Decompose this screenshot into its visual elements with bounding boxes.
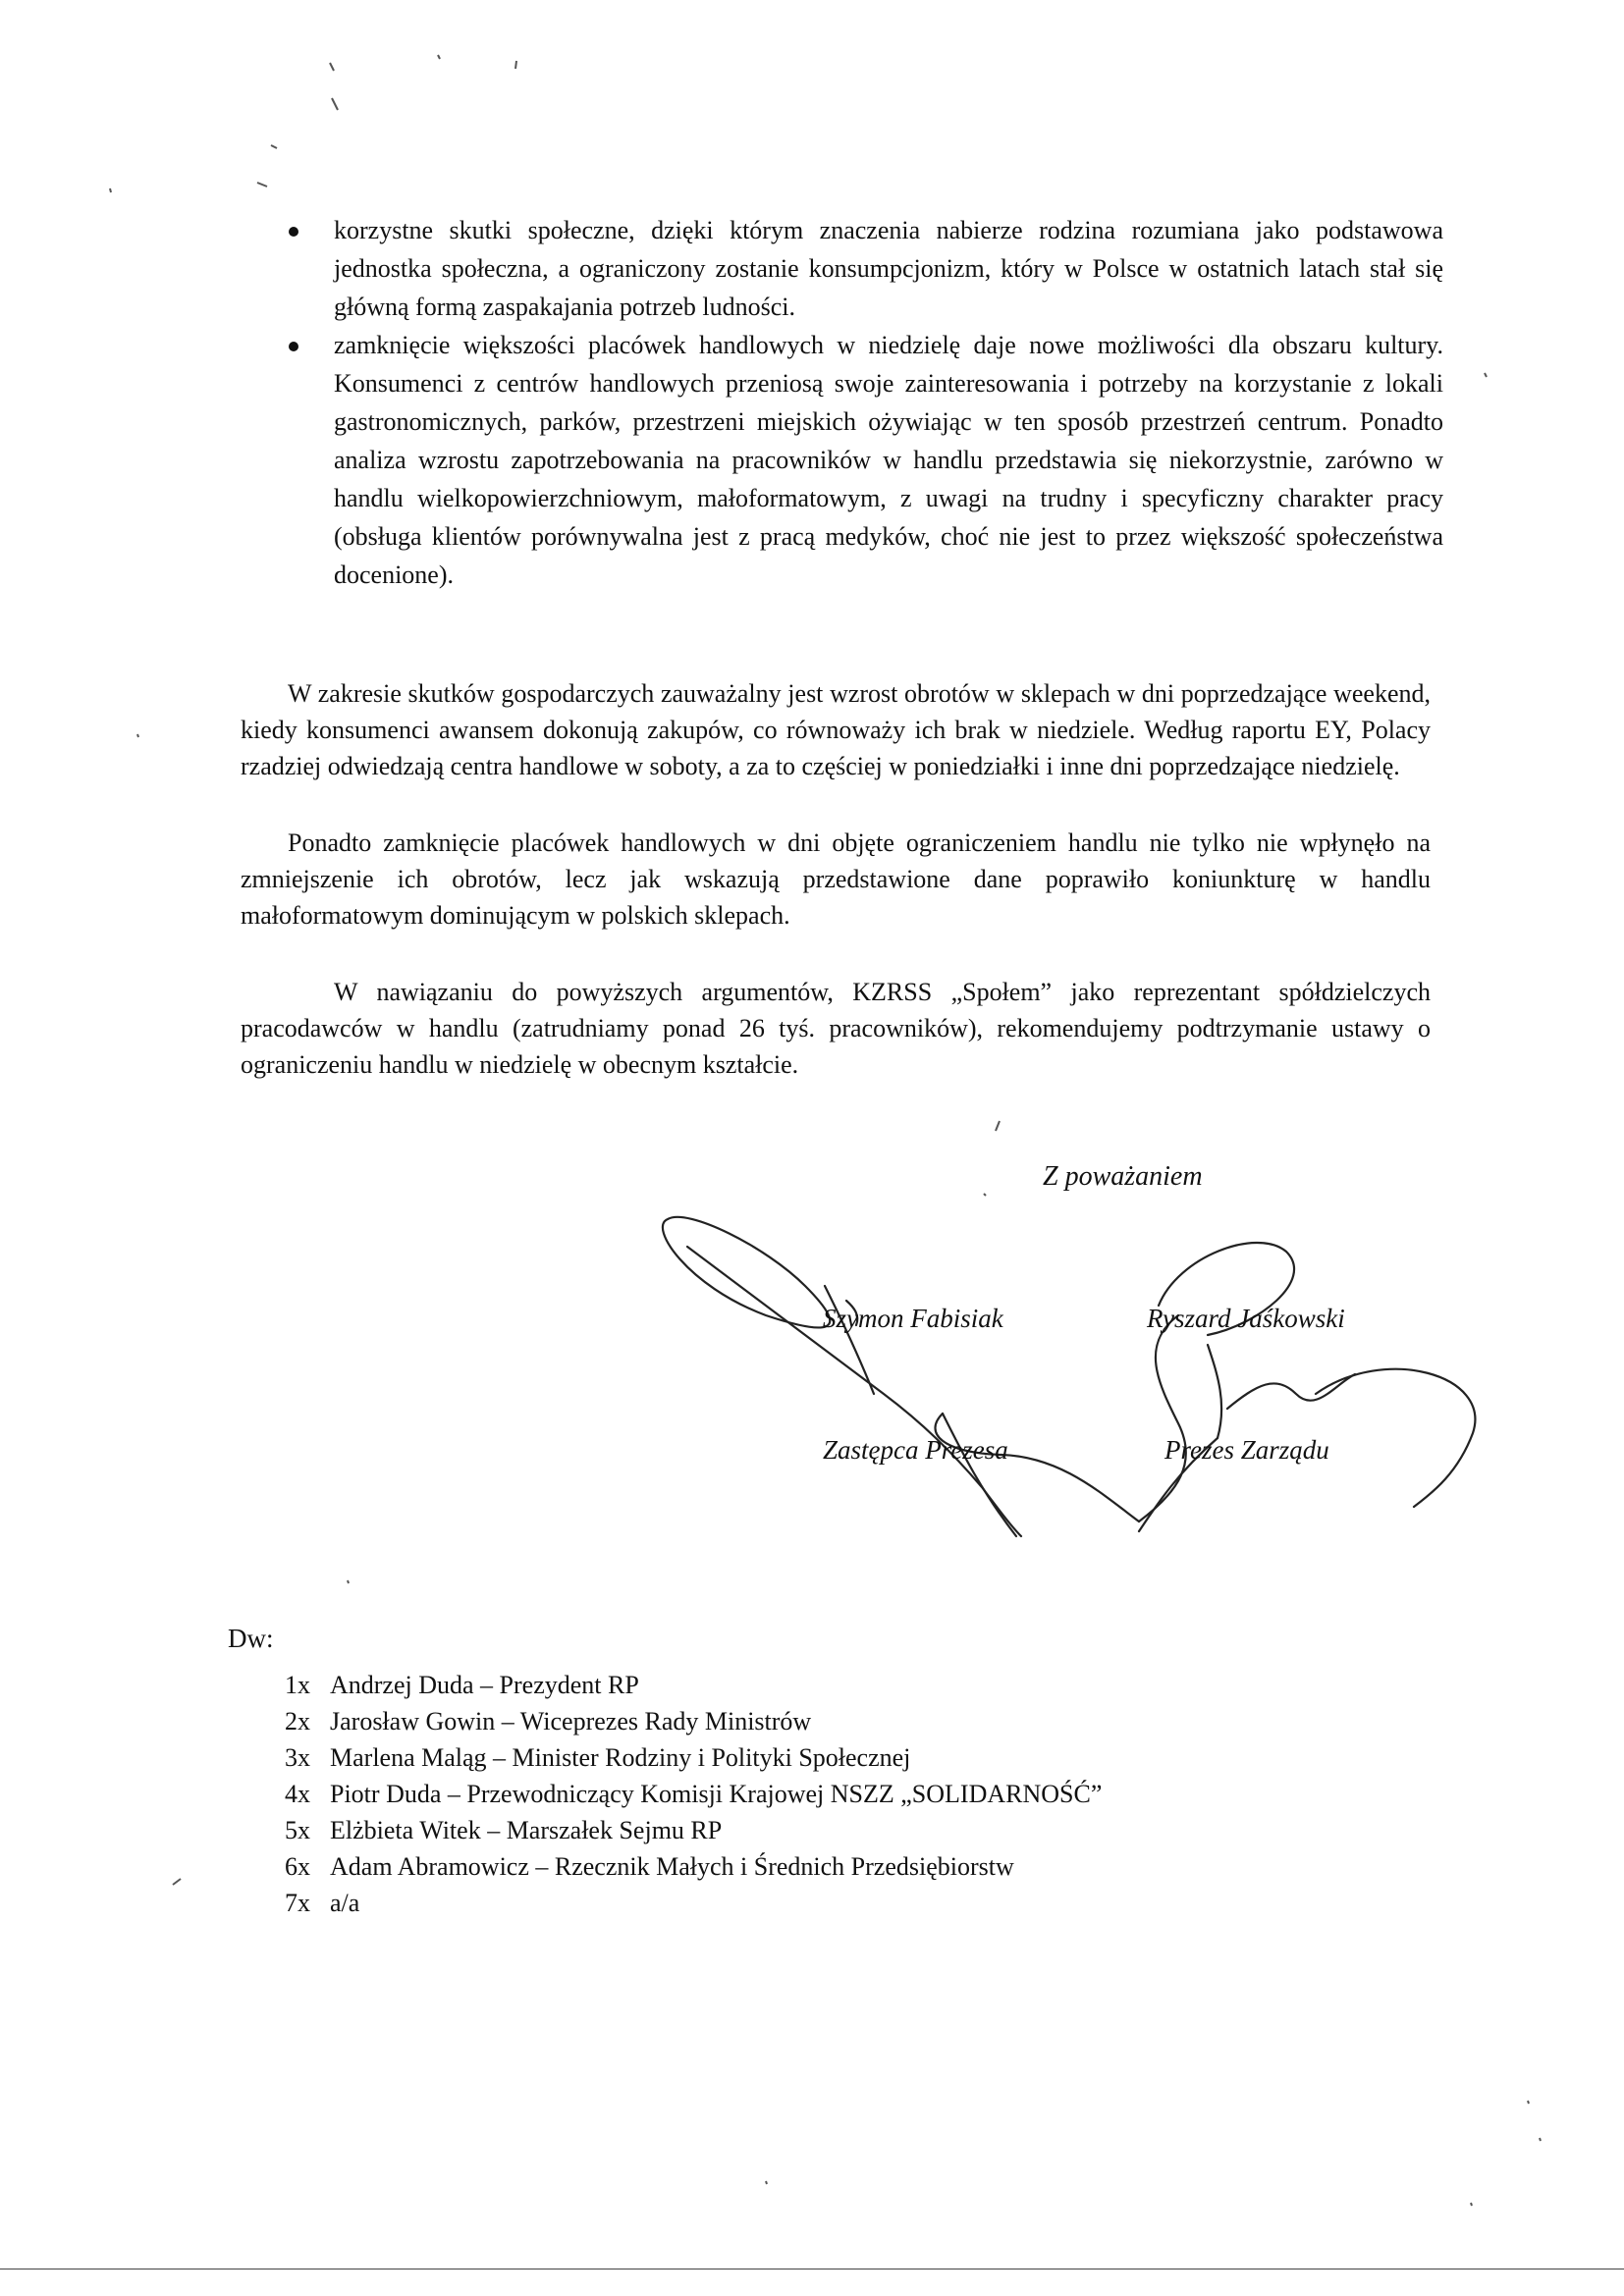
copy-count: 4x bbox=[285, 1780, 310, 1808]
signatory-2-name: Ryszard Jaśkowski bbox=[1147, 1304, 1345, 1333]
paragraph-turnover: Ponadto zamknięcie placówek handlowych w dni objęte ograniczeniem handlu nie tylko nie wpłynęło na zmniejszenie ich obrotów, lecz jak wskazują przedstawione dane poprawiło koniunkturę w handlu małoformatowym dominującym w polskich sklepach. bbox=[241, 828, 1431, 930]
distribution-list bbox=[285, 1667, 1102, 1921]
copy-count: 5x bbox=[285, 1816, 310, 1844]
signatory-1-role: Zastępca Prezesa bbox=[823, 1435, 1008, 1465]
recipient: Jarosław Gowin – Wiceprezes Rady Ministrów bbox=[330, 1707, 812, 1735]
copy-count: 3x bbox=[285, 1743, 310, 1772]
copy-count: 7x bbox=[285, 1889, 310, 1917]
recipient: Adam Abramowicz – Rzecznik Małych i Średnich Przedsiębiorstw bbox=[330, 1852, 1014, 1881]
signatory-1-name: Szymon Fabisiak bbox=[823, 1304, 1003, 1333]
handwritten-signatures bbox=[628, 1198, 1492, 1551]
list-item-text: zamknięcie większości placówek handlowych w niedzielę daje nowe możliwości dla obszaru kultury. Konsumenci z centrów handlowych przeniosą swoje zainteresowania i potrzeby na korzystanie z lokali gastronomicznych, parków, przestrzeni miejskich ożywiając w ten sposób przestrzeń centrum. Ponadto analiza wzrostu zapotrzebowania na pracowników w handlu przedstawia się niekorzystnie, zarówno w handlu wielkopowierzchniowym, małoformatowym, z uwagi na trudny i specyficzny charakter pracy (obsługa klientów porównywalna jest z pracą medyków, choć nie jest to przez większość społeczeństwa docenione). bbox=[334, 331, 1443, 589]
list-item bbox=[285, 1812, 1102, 1848]
list-item bbox=[285, 1848, 1102, 1885]
list-item bbox=[285, 326, 1443, 594]
list-item bbox=[285, 1776, 1102, 1812]
paragraph-economic-effects: W zakresie skutków gospodarczych zauważalny jest wzrost obrotów w sklepach w dni poprzedzające weekend, kiedy konsumenci awansem dokonują zakupów, co równoważy ich brak w niedziele. Według raportu EY, Polacy rzadziej odwiedzają centra handlowe w soboty, a za to częściej w poniedziałki i inne dni poprzedzające niedzielę. bbox=[241, 679, 1431, 780]
recipient: Elżbieta Witek – Marszałek Sejmu RP bbox=[330, 1816, 723, 1844]
benefits-list bbox=[285, 211, 1443, 594]
copy-count: 2x bbox=[285, 1707, 310, 1735]
recipient: a/a bbox=[330, 1889, 360, 1917]
paragraph-recommendation: W nawiązaniu do powyższych argumentów, KZRSS „Społem” jako reprezentant spółdzielczych pracodawców w handlu (zatrudniamy ponad 26 tyś. pracowników), rekomendujemy podtrzymanie ustawy o ograniczeniu handlu w niedzielę w obecnym kształcie. bbox=[241, 978, 1431, 1079]
recipient: Marlena Maląg – Minister Rodziny i Polityki Społecznej bbox=[330, 1743, 911, 1772]
list-item bbox=[285, 1885, 1102, 1921]
copy-count: 1x bbox=[285, 1671, 310, 1699]
list-item bbox=[285, 211, 1443, 326]
closing-salutation: Z poważaniem bbox=[1043, 1161, 1203, 1192]
bullet-icon bbox=[289, 227, 298, 237]
list-item bbox=[285, 1703, 1102, 1739]
signatory-2-role: Prezes Zarządu bbox=[1164, 1435, 1329, 1465]
distribution-label: Dw: bbox=[228, 1624, 274, 1653]
recipient: Andrzej Duda – Prezydent RP bbox=[330, 1671, 639, 1699]
list-item bbox=[285, 1739, 1102, 1776]
list-item-text: korzystne skutki społeczne, dzięki którym znaczenia nabierze rodzina rozumiana jako podstawowa jednostka społeczna, a ograniczony zostanie konsumpcjonizm, który w Polsce w ostatnich latach stał się główną formą zaspakajania potrzeb ludności. bbox=[334, 216, 1443, 321]
list-item bbox=[285, 1667, 1102, 1703]
recipient: Piotr Duda – Przewodniczący Komisji Krajowej NSZZ „SOLIDARNOŚĆ” bbox=[330, 1780, 1103, 1808]
bullet-icon bbox=[289, 342, 298, 351]
copy-count: 6x bbox=[285, 1852, 310, 1881]
